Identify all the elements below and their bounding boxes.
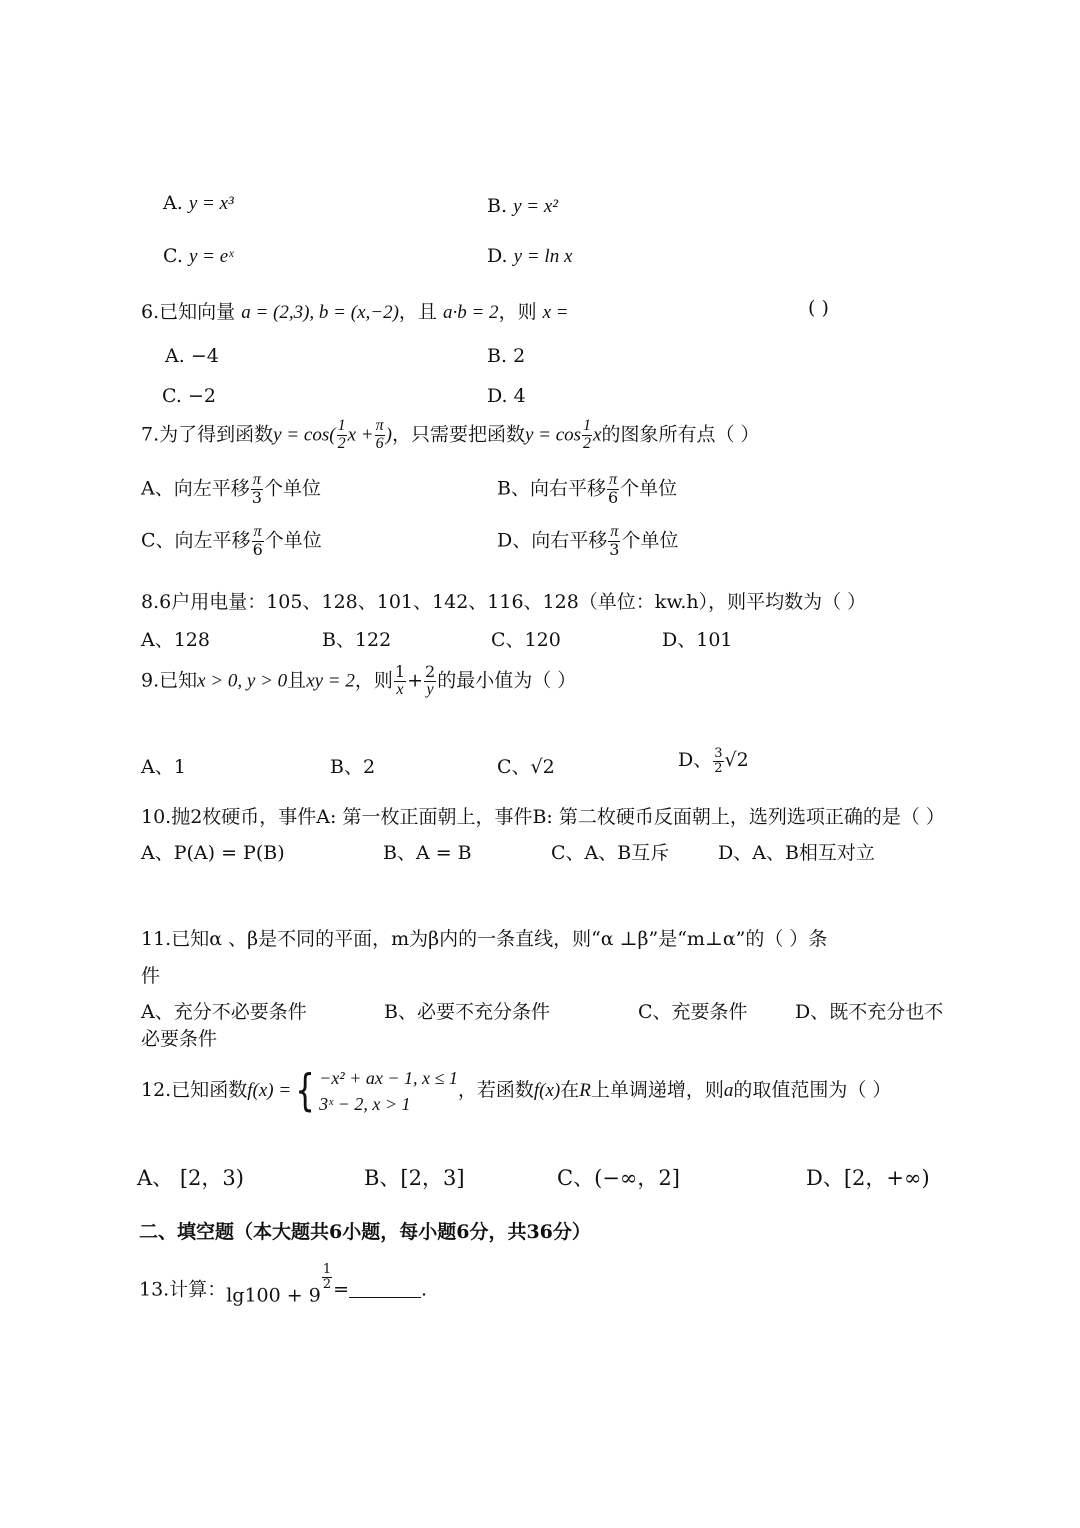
q12-option-b: B、[2，3] — [364, 1166, 465, 1190]
q12-option-a: A、 [2，3) — [137, 1166, 244, 1190]
q5-option-d: D. y = ln x — [487, 245, 573, 267]
q6-option-d: D. 4 — [487, 385, 526, 407]
q10-stem: 10.抛2枚硬币，事件A: 第一枚正面朝上，事件B: 第二枚硬币反面朝上，选列选项正确的是（ ） — [141, 806, 945, 828]
q8-stem: 8.6户用电量：105、128、101、142、116、128（单位：kw.h），则平均数为（ ） — [141, 591, 867, 613]
q6-stem: 6.已知向量 a = (2,3), b = (x,−2)，且 a·b = 2，则 x = — [141, 301, 569, 323]
q13-stem: 13.计算：lg100 + 9 $^{\frac{1}{2}}$ = . — [139, 1262, 428, 1307]
q9-option-b: B、2 — [330, 756, 376, 778]
q11-option-d-continued: 必要条件 — [141, 1028, 218, 1050]
q12-option-c: C、(−∞，2] — [557, 1166, 680, 1190]
q11-option-b: B、必要不充分条件 — [384, 1001, 550, 1023]
q6-option-b: B. 2 — [487, 345, 526, 367]
q8-option-c: C、120 — [491, 629, 561, 651]
q10-option-a: A、P(A) = P(B) — [141, 842, 285, 864]
section-2-title: 二、填空题（本大题共6小题，每小题6分，共36分） — [139, 1221, 591, 1243]
q9-stem: 9.已知x > 0, y > 0且xy = 2，则 $\frac{1}{x}$ + $\frac{2}{y}$ 的最小值为（ ） — [141, 662, 577, 698]
q11-option-a: A、充分不必要条件 — [141, 1001, 307, 1023]
q10-option-c: C、A、B互斥 — [551, 842, 670, 864]
q9-option-d: D、 $\frac{3}{2}$ √2 — [678, 745, 749, 776]
q7-option-c: C、向左平移 $\frac{\pi}{6}$ 个单位 — [141, 523, 322, 559]
q8-option-d: D、101 — [662, 629, 733, 651]
q7-option-d: D、向右平移 $\frac{\pi}{3}$ 个单位 — [497, 523, 679, 559]
q7-stem: 7.为了得到函数y = cos( $\frac{1}{2}$ x + $\frac{\pi}{6}$ )，只需要把函数y = cos $\frac{1}{2}$ x的图象所有点（ ） — [141, 417, 760, 452]
q5-option-b: B. y = x² — [487, 195, 558, 217]
q7-option-a: A、向左平移 $\frac{\pi}{3}$ 个单位 — [141, 471, 321, 507]
q8-option-b: B、122 — [322, 629, 392, 651]
q10-option-d: D、A、B相互对立 — [718, 842, 875, 864]
q6-answer-paren: ( ) — [808, 297, 829, 319]
q11-option-d: D、既不充分也不 — [795, 1001, 944, 1023]
q9-option-c: C、√2 — [497, 756, 555, 778]
q6-option-a: A. −4 — [165, 345, 219, 367]
q10-option-b: B、A = B — [383, 842, 472, 864]
q5-option-a: A. y = x³ — [163, 192, 234, 214]
q7-option-b: B、向右平移 $\frac{\pi}{6}$ 个单位 — [497, 471, 678, 507]
q5-option-c: C. y = eˣ — [163, 245, 234, 267]
q12-option-d: D、[2，+∞) — [806, 1166, 930, 1190]
q8-option-a: A、128 — [141, 629, 210, 651]
q11-stem-line2: 件 — [141, 965, 161, 987]
q12-stem: 12.已知函数f(x) ={ −x² + ax − 1, x ≤ 1 3ˣ − 2, x > 1 ，若函数f(x)在R上单调递增，则a的取值范围为（ ） — [141, 1065, 892, 1117]
q11-stem-line1: 11.已知α 、β是不同的平面，m为β内的一条直线，则“α ⊥β”是“m⊥α”的（ ）条 — [141, 928, 828, 950]
q9-option-a: A、1 — [141, 756, 186, 778]
q11-option-c: C、充要条件 — [638, 1001, 748, 1023]
q13-answer-blank[interactable] — [349, 1297, 421, 1298]
q6-option-c: C. −2 — [162, 385, 216, 407]
